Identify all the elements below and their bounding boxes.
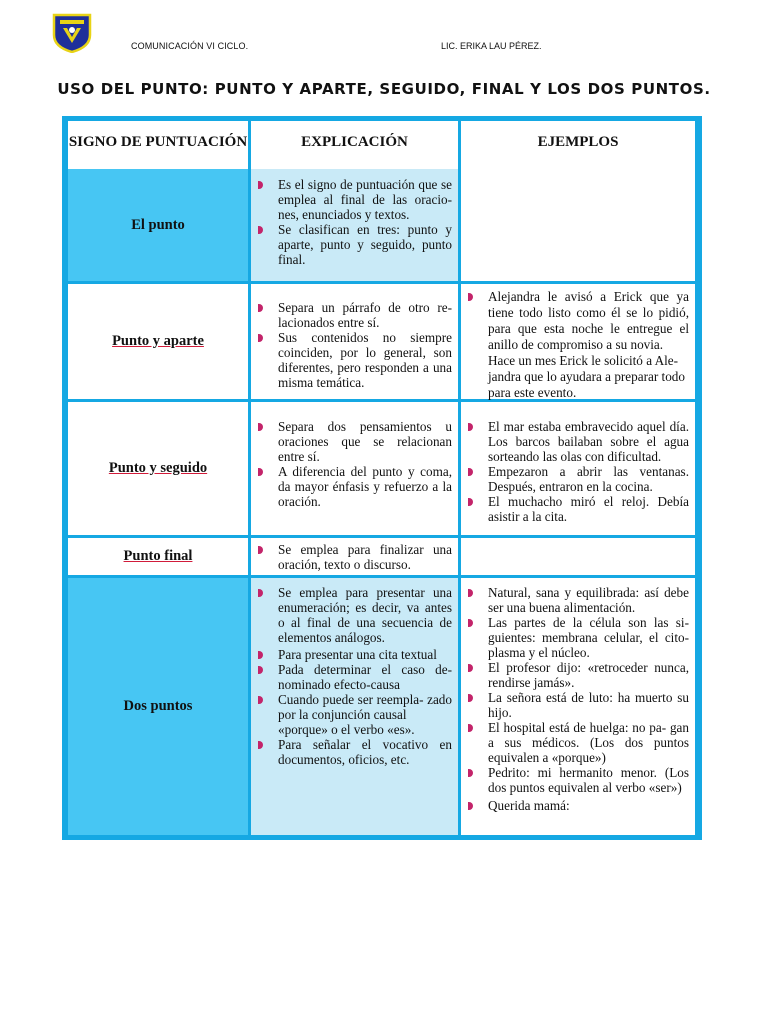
explanation-item: Se clasifican en tres: punto y aparte, punto y seguido, punto final. xyxy=(251,222,458,267)
explanation-cell-punto-final xyxy=(251,538,458,575)
example-item: El hospital está de huelga: no pa- gan a sus médicos. (Los dos puntos equivalen a «porque») xyxy=(461,720,695,765)
explanation-item: Para presentar una cita textual xyxy=(251,647,458,662)
explanation-text: «porque» o el verbo «es». xyxy=(278,722,415,737)
sign-label: El punto xyxy=(131,216,185,233)
column-header-examples: EJEMPLOS xyxy=(461,121,695,169)
bullet-icon xyxy=(258,666,263,674)
sign-label: Punto y aparte xyxy=(112,333,204,349)
bullet-icon xyxy=(258,741,263,749)
bullet-icon xyxy=(468,724,473,732)
bullet-icon xyxy=(258,589,263,597)
explanation-item: Se emplea para finalizar una oración, texto o discurso. xyxy=(251,542,458,572)
bullet-icon xyxy=(258,304,263,312)
example-item: Querida mamá: xyxy=(461,798,695,813)
bullet-icon xyxy=(468,619,473,627)
sign-cell-punto xyxy=(68,169,248,281)
explanation-item: Se emplea para presentar una enumeración; es decir, va antes o al final de una secuencia de elementos análogos. xyxy=(251,585,458,645)
examples-cell-punto xyxy=(461,169,695,281)
example-item: Alejandra le avisó a Erick que ya tiene todo listo como él se lo pidió, para que esta noche le entregue el anillo de compromiso a su novia. xyxy=(461,289,695,353)
explanation-item: Es el signo de puntuación que se emplea al final de las oracio- nes, enunciados y textos. xyxy=(251,177,458,222)
explanation-cell-punto-seguido xyxy=(251,402,458,535)
bullet-icon xyxy=(468,664,473,672)
bullet-icon xyxy=(258,651,263,659)
bullet-icon xyxy=(468,423,473,431)
sign-label: Dos puntos xyxy=(123,698,193,714)
header-course: COMUNICACIÓN VI CICLO. xyxy=(131,41,249,51)
examples-cell-punto-seguido xyxy=(461,402,695,535)
examples-cell-punto-aparte xyxy=(461,284,695,399)
sign-cell-punto-final xyxy=(68,538,248,575)
bullet-icon xyxy=(468,694,473,702)
example-item: El mar estaba embravecido aquel día. Los barcos bailaban sobre el agua sorteando las olas con dificultad. xyxy=(461,419,695,464)
explanation-item: A diferencia del punto y coma, da mayor énfasis y refuerzo a la oración. xyxy=(251,464,458,509)
explanation-item: Separa un párrafo de otro re- lacionados entre sí. xyxy=(251,300,458,330)
bullet-icon xyxy=(468,802,473,810)
bullet-icon xyxy=(258,334,263,342)
sign-cell-punto-seguido xyxy=(68,402,248,535)
example-item: El profesor dijo: «retroceder nunca, rendirse jamás». xyxy=(461,660,695,690)
bullet-icon xyxy=(468,589,473,597)
sign-label: Punto final xyxy=(123,548,193,564)
explanation-item: Pada determinar el caso de- nominado efecto-causa xyxy=(251,662,458,692)
school-logo xyxy=(52,13,92,53)
header-teacher: LIC. ERIKA LAU PÉREZ. xyxy=(441,41,542,51)
sign-cell-punto-aparte xyxy=(68,284,248,399)
example-item: La señora está de luto: ha muerto su hijo. xyxy=(461,690,695,720)
bullet-icon xyxy=(258,226,263,234)
bullet-icon xyxy=(258,423,263,431)
punctuation-table xyxy=(62,116,702,840)
examples-cell-dos-puntos xyxy=(461,578,695,835)
example-item: Empezaron a abrir las ventanas. Después, entraron en la cocina. xyxy=(461,464,695,494)
example-text: Hace un mes Erick le solicitó a Ale- jandra que lo ayudara a preparar todo para este evento. xyxy=(488,353,685,400)
sign-cell-dos-puntos xyxy=(68,578,248,835)
explanation-cell-punto-aparte xyxy=(251,284,458,399)
bullet-icon xyxy=(258,468,263,476)
bullet-icon xyxy=(468,769,473,777)
column-header-explanation: EXPLICACIÓN xyxy=(251,121,458,169)
bullet-icon xyxy=(258,181,263,189)
explanation-item: Para señalar el vocativo en documentos, oficios, etc. xyxy=(251,737,458,767)
explanation-cell-dos-puntos xyxy=(251,578,458,835)
explanation-item: Sus contenidos no siempre coinciden, por lo general, son diferentes, pero responden a una misma temática. xyxy=(251,330,458,390)
school-crest-icon xyxy=(52,13,92,53)
explanation-item: Separa dos pensamientos u oraciones que se relacionan entre sí. xyxy=(251,419,458,464)
bullet-icon xyxy=(468,498,473,506)
example-item: El muchacho miró el reloj. Debía asistir a la cita. xyxy=(461,494,695,524)
bullet-icon xyxy=(258,546,263,554)
explanation-cell-punto xyxy=(251,169,458,281)
bullet-icon xyxy=(258,696,263,704)
example-item: Natural, sana y equilibrada: así debe ser una buena alimentación. xyxy=(461,585,695,615)
page-title: USO DEL PUNTO: PUNTO Y APARTE, SEGUIDO, FINAL Y LOS DOS PUNTOS. xyxy=(57,80,711,98)
examples-cell-punto-final xyxy=(461,538,695,575)
example-item: Pedrito: mi hermanito menor. (Los dos puntos equivalen al verbo «ser») xyxy=(461,765,695,795)
bullet-icon xyxy=(468,468,473,476)
column-header-sign: SIGNO DE PUNTUACIÓN xyxy=(68,121,248,169)
example-item: Las partes de la célula son las si- guientes: membrana celular, el cito- plasma y el núcleo. xyxy=(461,615,695,660)
explanation-item: Cuando puede ser reempla- zado por la conjunción causal xyxy=(251,692,458,722)
bullet-icon xyxy=(468,293,473,301)
sign-label: Punto y seguido xyxy=(108,460,208,476)
